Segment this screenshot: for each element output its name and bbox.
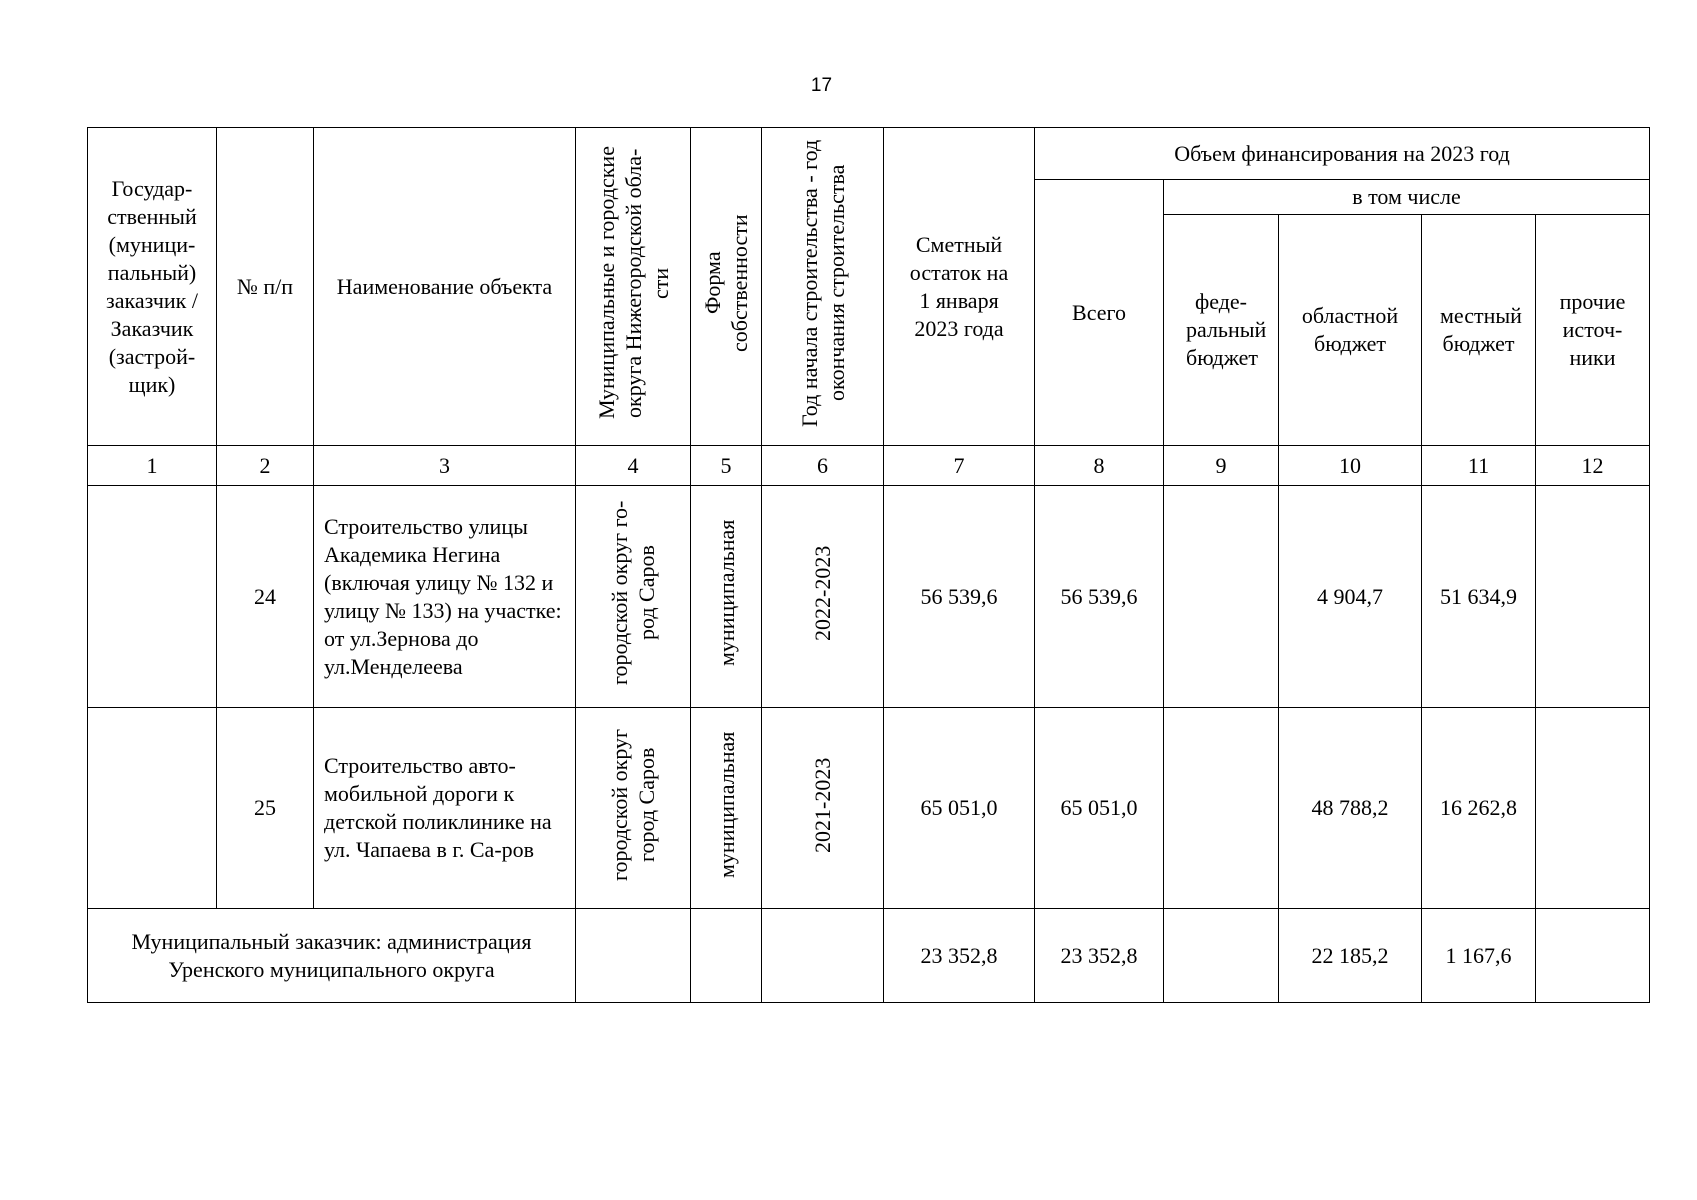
col-number: 12 xyxy=(1536,446,1650,486)
row-customer xyxy=(88,486,217,708)
row-federal xyxy=(1164,486,1279,708)
col-number: 4 xyxy=(576,446,691,486)
row-total: 65 051,0 xyxy=(1035,708,1164,909)
summary-local: 1 167,6 xyxy=(1422,909,1536,1003)
row-estimate: 65 051,0 xyxy=(884,708,1035,909)
row-district xyxy=(576,708,691,909)
page-number: 17 xyxy=(810,75,833,96)
header-federal: феде-ральный бюджет xyxy=(1164,215,1279,446)
table-row xyxy=(88,708,1650,909)
summary-ownership xyxy=(691,909,762,1003)
row-object-name: Строительство улицы Академика Негина (включая улицу № 132 и улицу № 133) на участке: от ул.Зернова до ул.Менделеева xyxy=(314,486,576,708)
summary-row xyxy=(88,909,1650,1003)
row-ownership-text: муниципальная xyxy=(713,731,739,878)
col-number: 9 xyxy=(1164,446,1279,486)
header-row-1 xyxy=(88,128,1650,180)
col-number: 6 xyxy=(762,446,884,486)
summary-district xyxy=(576,909,691,1003)
header-years-text: Год начала строительства - год окончания строительства xyxy=(796,139,849,427)
summary-estimate: 23 352,8 xyxy=(884,909,1035,1003)
header-estimate: Сметный остаток на 1 января 2023 года xyxy=(884,128,1035,446)
row-customer xyxy=(88,708,217,909)
header-total: Всего xyxy=(1035,180,1164,446)
header-regional: областной бюджет xyxy=(1279,215,1422,446)
funding-table xyxy=(87,127,1650,1003)
column-number-row xyxy=(88,446,1650,486)
row-other xyxy=(1536,486,1650,708)
row-ownership xyxy=(691,486,762,708)
row-regional: 4 904,7 xyxy=(1279,486,1422,708)
col-number: 2 xyxy=(217,446,314,486)
row-years xyxy=(762,486,884,708)
header-local: местный бюджет xyxy=(1422,215,1536,446)
table-row xyxy=(88,486,1650,708)
row-years xyxy=(762,708,884,909)
header-district xyxy=(576,128,691,446)
col-number: 3 xyxy=(314,446,576,486)
row-district xyxy=(576,486,691,708)
col-number: 8 xyxy=(1035,446,1164,486)
row-local: 51 634,9 xyxy=(1422,486,1536,708)
row-local: 16 262,8 xyxy=(1422,708,1536,909)
header-number: № п/п xyxy=(217,128,314,446)
row-other xyxy=(1536,708,1650,909)
row-number: 25 xyxy=(217,708,314,909)
summary-other xyxy=(1536,909,1650,1003)
row-district-text: городской округ город Саров xyxy=(607,728,659,881)
col-number: 11 xyxy=(1422,446,1536,486)
summary-label: Муниципальный заказчик: администрация Уренского муниципального округа xyxy=(88,909,576,1003)
row-years-text: 2021-2023 xyxy=(810,756,835,853)
header-ownership xyxy=(691,128,762,446)
row-ownership xyxy=(691,708,762,909)
row-estimate: 56 539,6 xyxy=(884,486,1035,708)
row-federal xyxy=(1164,708,1279,909)
header-object-name: Наименование объекта xyxy=(314,128,576,446)
summary-total: 23 352,8 xyxy=(1035,909,1164,1003)
header-customer: Государ-ственный (муници-пальный) заказчик / Заказчик (застрой-щик) xyxy=(88,128,217,446)
row-district-text: городской округ го-род Саров xyxy=(607,500,659,686)
header-years xyxy=(762,128,884,446)
row-object-name: Строительство авто-мобильной дороги к детской поликлинике на ул. Чапаева в г. Са-ров xyxy=(314,708,576,909)
col-number: 7 xyxy=(884,446,1035,486)
header-ownership-text: Форма собственности xyxy=(700,214,752,352)
col-number: 5 xyxy=(691,446,762,486)
row-number: 24 xyxy=(217,486,314,708)
row-years-text: 2022-2023 xyxy=(810,545,835,641)
header-district-text: Муниципальные и городские округа Нижегородской обла-сти xyxy=(593,146,673,420)
summary-regional: 22 185,2 xyxy=(1279,909,1422,1003)
header-funding-title: Объем финансирования на 2023 год xyxy=(1035,128,1650,180)
col-number: 10 xyxy=(1279,446,1422,486)
row-total: 56 539,6 xyxy=(1035,486,1164,708)
header-other: прочие источ-ники xyxy=(1536,215,1650,446)
row-regional: 48 788,2 xyxy=(1279,708,1422,909)
row-ownership-text: муниципальная xyxy=(713,519,739,667)
col-number: 1 xyxy=(88,446,217,486)
summary-federal xyxy=(1164,909,1279,1003)
header-including: в том числе xyxy=(1164,180,1650,215)
summary-years xyxy=(762,909,884,1003)
